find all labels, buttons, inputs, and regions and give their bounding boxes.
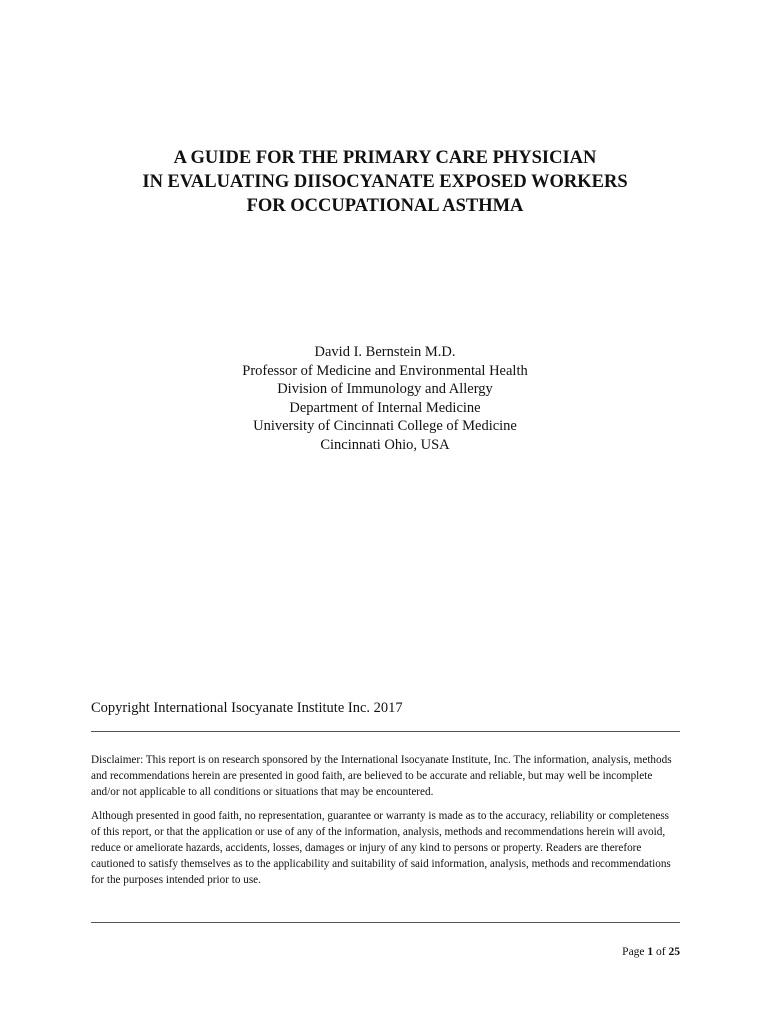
disclaimer-block bbox=[91, 752, 680, 888]
title-line-2: IN EVALUATING DIISOCYANATE EXPOSED WORKERS bbox=[142, 172, 628, 192]
current-page: 1 bbox=[647, 946, 654, 958]
document-title bbox=[0, 146, 770, 218]
total-pages: 25 bbox=[668, 946, 680, 958]
copyright-notice: Copyright International Isocyanate Institute Inc. 2017 bbox=[91, 700, 403, 716]
of-word: of bbox=[656, 946, 666, 958]
divider-bottom bbox=[91, 922, 680, 923]
divider-top bbox=[91, 731, 680, 732]
author-department: Department of Internal Medicine bbox=[289, 399, 481, 416]
author-location: Cincinnati Ohio, USA bbox=[320, 436, 450, 453]
author-institution: University of Cincinnati College of Medicine bbox=[253, 418, 517, 435]
page-word: Page bbox=[622, 946, 645, 958]
disclaimer-paragraph-1: Disclaimer: This report is on research sponsored by the International Isocyanate Institute, Inc. The information, analysis, methods and recommendations herein are presented in good faith, are believed to be accurate and reliable, but may well be incomplete and/or not applicable to all conditions or situations that may be encountered. bbox=[91, 754, 672, 798]
author-division: Division of Immunology and Allergy bbox=[277, 381, 493, 398]
author-name: David I. Bernstein M.D. bbox=[314, 344, 456, 360]
author-block bbox=[0, 343, 770, 455]
title-line-3: FOR OCCUPATIONAL ASTHMA bbox=[246, 196, 524, 216]
author-title: Professor of Medicine and Environmental Health bbox=[242, 362, 528, 379]
title-line-1: A GUIDE FOR THE PRIMARY CARE PHYSICIAN bbox=[173, 148, 597, 168]
disclaimer-paragraph-2: Although presented in good faith, no representation, guarantee or warranty is made as to the accuracy, reliability or completeness of this report, or that the application or use of any of the information, analysis, methods and recommendations herein will avoid, reduce or ameliorate hazards, accidents, losses, damages or injury of any kind to persons or property. Readers are therefore cautioned to satisfy themselves as to the applicability and suitability of said information, analysis, methods and recommendations for the purposes intended prior to use. bbox=[91, 810, 671, 886]
page-number bbox=[622, 946, 680, 958]
